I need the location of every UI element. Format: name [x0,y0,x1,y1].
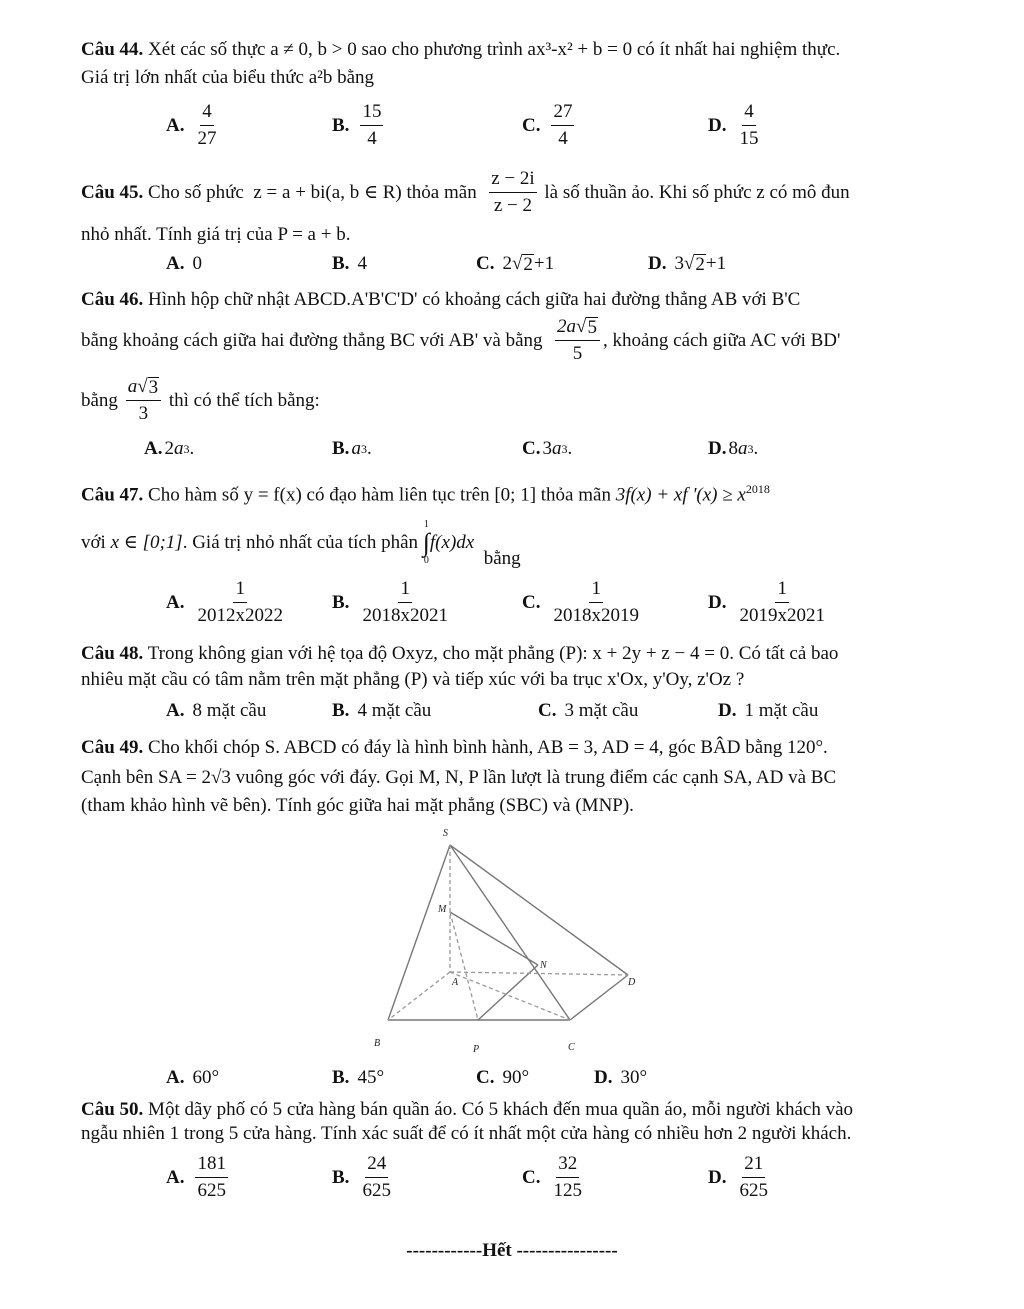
q50-line2: ngẫu nhiên 1 trong 5 cửa hàng. Tính xác suất để có ít nhất một cửa hàng có nhiều hơn 2 người khách. [81,1123,852,1144]
q50-line1: Câu 50. Một dãy phố có 5 cửa hàng bán quần áo. Có 5 khách đến mua quần áo, mỗi người khách vào [81,1099,854,1120]
q44-condition: a ≠ 0, b > 0 [270,39,357,60]
q48-option-b[interactable]: B. 4 mặt cầu [332,700,432,721]
pyramid-figure [360,820,660,1060]
q46-label: Câu 46. [81,289,144,310]
fraction: $\frac{1}{2018x2021}$ [362,578,448,626]
q49-option-a[interactable]: A. 60° [166,1067,220,1088]
q44-label: Câu 44. [81,39,144,60]
q49-label: Câu 49. [81,737,144,758]
sqrt: √ 2 [683,253,705,275]
q44-option-c[interactable]: C. $\frac{27}{4}$ [522,101,573,149]
q48-option-d[interactable]: D. 1 mặt cầu [718,700,819,721]
label-n: N [540,960,547,971]
label-m: M [438,904,447,915]
fraction: $\frac{21}{625}$ [739,1153,768,1201]
q45-option-c[interactable]: C. 2 √ 2 +1 [476,253,555,275]
q46-line1 [81,288,800,312]
q47-line2: với x ∈ [0;1] . Giá trị nhỏ nhất của tích phân 1 ∫ 0 f(x)dx bằng [81,519,521,569]
q50-option-a[interactable]: A. $\frac{181}{625}$ [166,1153,226,1201]
sqrt: √ 2 [511,253,533,275]
q46-line3: bằng a√ 3 3 thì có thể tích bằng: [81,376,320,424]
q50-label: Câu 50. [81,1099,144,1120]
q50-option-c[interactable]: C. $\frac{32}{125}$ [522,1153,582,1201]
q48-label: Câu 48. [81,643,144,664]
q46-text1: Hình hộp chữ nhật ABCD.A'B'C'D' có khoảng cách giữa hai đường thẳng AB với B'C [148,289,801,310]
q45-fraction: $\frac{z - 2i}{z - 2}$ [491,168,535,216]
q45-option-b[interactable]: B. 4 [332,253,367,274]
fraction: $\frac{4}{27}$ [197,101,217,149]
end-marker: ------------Hết ---------------- [406,1240,618,1261]
label-a: A [452,977,459,988]
q49-line1: Câu 49. Cho khối chóp S. ABCD có đáy là hình bình hành, AB = 3, AD = 4, góc BÂD bằng 120°. [81,737,828,758]
q46-option-d[interactable]: D. 8 a 3 . [708,438,759,459]
q46-fraction-2: a√ 3 3 [126,376,161,425]
q47-option-b[interactable]: B. $\frac{1}{2018x2021}$ [332,578,448,626]
q47-line1: Câu 47. Cho hàm số y = f(x) có đạo hàm liên tục trên [0; 1] thỏa mãn 3f(x) + xf '$(x) \ge x^{2018}$ [81,482,770,506]
q47-domain: x ∈ [0;1] [110,532,183,553]
q49-line2: Cạnh bên SA = 2√3 vuông góc với đáy. Gọi M, N, P lần lượt là trung điểm các cạnh SA, AD và BC [81,767,837,788]
label-b: B [374,1038,381,1049]
q44-equation: ax³-x² + b = 0 [527,39,633,60]
q45-option-a[interactable]: A. 0 [166,253,202,274]
q44-option-a[interactable]: A. $\frac{4}{27}$ [166,101,217,149]
q50-option-d[interactable]: D. $\frac{21}{625}$ [708,1153,768,1201]
fraction: $\frac{27}{4}$ [553,101,573,149]
fraction: $\frac{15}{4}$ [362,101,382,149]
q47-option-a[interactable]: A. $\frac{1}{2012x2022}$ [166,578,283,626]
q48-option-a[interactable]: A. 8 mặt cầu [166,700,267,721]
fraction: $\frac{181}{625}$ [197,1153,226,1201]
q47-inequality: 3f(x) + xf '(x) ≥ x [615,484,746,506]
q50-option-b[interactable]: B. $\frac{24}{625}$ [332,1153,391,1201]
q47-option-c[interactable]: C. $\frac{1}{2018x2019}$ [522,578,639,626]
fraction: $\frac{1}{2012x2022}$ [197,578,283,626]
q45-text1: Cho số phức [148,181,244,203]
q48-options [0,700,1024,730]
q45-label: Câu 45. [81,181,144,203]
q49-option-c[interactable]: C. 90° [476,1067,530,1088]
fraction: $\frac{1}{2019x2021}$ [739,578,825,626]
q49-line3: (tham khảo hình vẽ bên). Tính góc giữa hai mặt phẳng (SBC) và (MNP). [81,795,634,816]
label-c: C [568,1042,575,1053]
q48-option-c[interactable]: C. 3 mặt cầu [538,700,639,721]
q48-line2: nhiêu mặt cầu có tâm nằm trên mặt phẳng (P) và tiếp xúc với ba trục x'Ox, y'Oy, z'Oz ? [81,669,745,690]
q44-text1: Xét các số thực [148,39,266,60]
q49-option-d[interactable]: D. 30° [594,1067,648,1088]
q46-options [0,438,1024,468]
fraction: $\frac{32}{125}$ [553,1153,582,1201]
fraction: $\frac{24}{625}$ [362,1153,391,1201]
q45-option-d[interactable]: D. 3 √ 2 +1 [648,253,727,275]
label-p: P [473,1044,480,1055]
fraction: $\frac{1}{2018x2019}$ [553,578,639,626]
q44-option-d[interactable]: D. $\frac{4}{15}$ [708,101,759,149]
q46-option-a[interactable]: A. 2 a 3 . [144,438,195,459]
q46-fraction-1: 2a√ 5 5 [555,316,600,365]
q44-line1 [81,38,840,62]
q45-text2: thỏa mãn [406,181,477,203]
label-d: D [628,977,636,988]
label-s: S [443,828,448,839]
q50-options [0,1153,1024,1203]
q46-option-b[interactable]: B. a 3 . [332,438,372,459]
q44-line2: Giá trị lớn nhất của biểu thức a²b bằng [81,67,375,88]
q47-option-d[interactable]: D. $\frac{1}{2019x2021}$ [708,578,825,626]
q48-line1: Câu 48. Trong không gian với hệ tọa độ Oxyz, cho mặt phẳng (P): x + 2y + z − 4 = 0. Có tất cả bao [81,643,839,664]
q44-text2: sao cho phương trình [361,39,523,60]
q49-options [0,1067,1024,1097]
fraction: $\frac{4}{15}$ [739,101,759,149]
q49-option-b[interactable]: B. 45° [332,1067,385,1088]
q45-line2: nhỏ nhất. Tính giá trị của P = a + b. [81,224,351,245]
q47-label: Câu 47. [81,484,144,506]
q45-line1 [81,168,850,217]
q47-integral: 1 ∫ 0 f(x)dx [422,519,475,566]
q45-z: z = a + bi(a, b ∈ R) [253,181,402,203]
q44-options [0,101,1024,151]
q45-options [0,253,1024,283]
q46-option-c[interactable]: C. 3 a 3 . [522,438,573,459]
q46-line2: bằng khoảng cách giữa hai đường thẳng BC với AB' và bằng 2a√ 5 5 , khoảng cách giữa AC với BD' [81,316,841,364]
q44-text3: có ít nhất hai nghiệm thực. [636,39,841,60]
q47-options [0,578,1024,628]
q45-text3: là số thuần ảo. Khi số phức z có mô đun [544,181,850,203]
q44-option-b[interactable]: B. $\frac{15}{4}$ [332,101,382,149]
